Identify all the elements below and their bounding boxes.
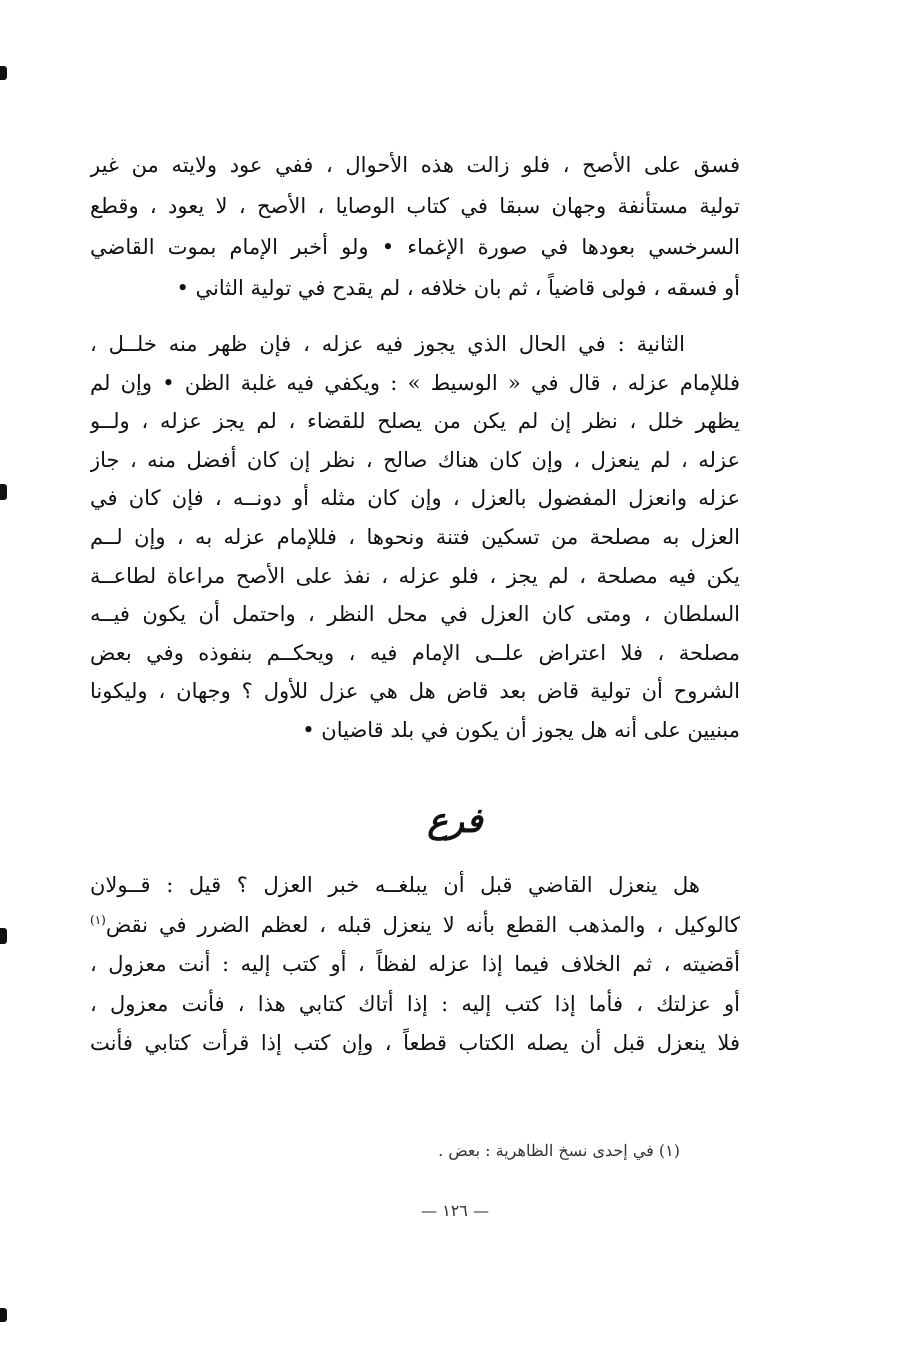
scan-edge-mark-2 bbox=[0, 484, 7, 500]
paragraph-branch bbox=[90, 866, 740, 1064]
paragraph-second-issue bbox=[90, 325, 740, 750]
text-line: الثانية : في الحال الذي يجوز فيه عزله ، فإن ظهر منه خلــل ، bbox=[90, 332, 685, 356]
paragraph-continued bbox=[90, 145, 740, 309]
text-line: مبنيين على أنه هل يجوز أن يكون في بلد قاضيان • bbox=[302, 717, 740, 742]
text-line: الشروح أن تولية قاض بعد قاض هل هي عزل للأول ؟ وجهان ، وليكونا bbox=[90, 679, 740, 704]
text-line: يظهر خلل ، نظر إن لم يكن من يصلح للقضاء ، لم يجز عزله ، ولــو bbox=[90, 409, 740, 434]
section-heading: فرع bbox=[427, 801, 483, 841]
text-line-with-footnote bbox=[90, 906, 740, 946]
page-number: — ١٢٦ — bbox=[421, 1201, 489, 1220]
text-line: يكن فيه مصلحة ، لم يجز ، فلو عزله ، نفذ على الأصح مراعاة لطاعــة bbox=[90, 563, 740, 588]
text-line-body: كالوكيل ، والمذهب القطع بأنه لا ينعزل قبله ، لعظم الضرر في نقض bbox=[105, 912, 740, 937]
scan-edge-mark-4 bbox=[0, 1308, 7, 1322]
text-line: تولية مستأنفة وجهان سبقا في كتاب الوصايا ، الأصح ، لا يعود ، وقطع bbox=[90, 194, 740, 218]
text-line: أو عزلتك ، فأما إذا كتب إليه : إذا أتاك كتابي هذا ، فأنت معزول ، bbox=[90, 991, 740, 1016]
text-line: عزله وانعزل المفضول بالعزل ، وإن كان مثله أو دونــه ، فإن كان في bbox=[90, 486, 740, 511]
text-line: السلطان ، ومتى كان العزل في محل النظر ، واحتمل أن يكون فيــه bbox=[90, 602, 740, 627]
text-line: مصلحة ، فلا اعتراض علــى الإمام فيه ، ويحكــم بنفوذه وفي بعض bbox=[90, 640, 740, 665]
text-line: فسق على الأصح ، فلو زالت هذه الأحوال ، ففي عود ولايته من غير bbox=[90, 153, 740, 177]
scan-edge-mark-1 bbox=[0, 66, 7, 80]
text-line: أو فسقه ، فولى قاضياً ، ثم بان خلافه ، لم يقدح في تولية الثاني • bbox=[176, 276, 740, 300]
text-line: هل ينعزل القاضي قبل أن يبلغــه خبر العزل ؟ قيل : قــولان bbox=[90, 873, 700, 897]
text-line: عزله ، لم ينعزل ، وإن كان هناك صالح ، نظر إن كان أفضل منه ، جاز bbox=[90, 447, 740, 472]
text-line: فللإمام عزله ، قال في « الوسيط » : ويكفي فيه غلبة الظن • وإن لم bbox=[90, 370, 740, 395]
text-line: فلا ينعزل قبل أن يصله الكتاب قطعاً ، وإن كتب إذا قرأت كتابي فأنت bbox=[90, 1031, 740, 1056]
text-line: السرخسي بعودها في صورة الإغماء • ولو أخبر الإمام بموت القاضي bbox=[90, 235, 740, 259]
footnote-reference: (١) bbox=[90, 912, 106, 927]
text-line: أقضيته ، ثم الخلاف فيما إذا عزله لفظاً ، أو كتب إليه : أنت معزول ، bbox=[90, 952, 740, 977]
text-line: العزل به مصلحة من تسكين فتنة ونحوها ، فللإمام عزله به ، وإن لــم bbox=[90, 524, 740, 549]
footnote: (١) في إحدى نسخ الظاهرية : بعض . bbox=[438, 1141, 680, 1160]
scan-edge-mark-3 bbox=[0, 928, 7, 944]
